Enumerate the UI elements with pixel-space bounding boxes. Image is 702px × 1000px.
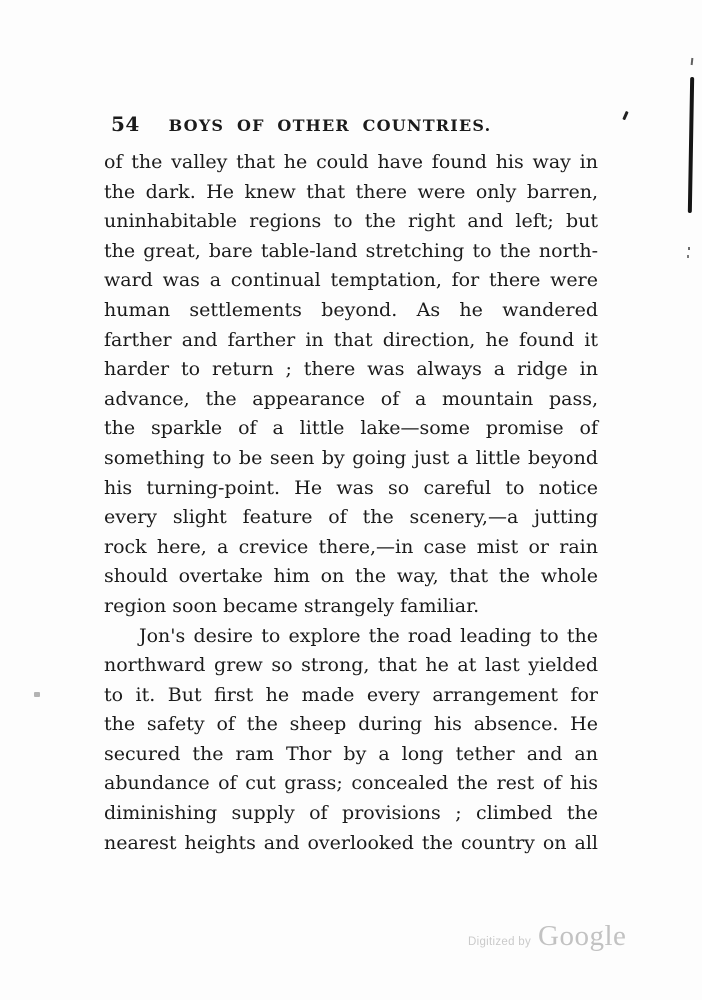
text-line: his turning-point. He was so careful to notice: [104, 476, 598, 499]
scan-artifact-dot: [687, 255, 689, 258]
text-line: secured the ram Thor by a long tether and an: [104, 742, 598, 765]
text-line: of the valley that he could have found his way in: [104, 151, 598, 173]
paragraph: [104, 148, 598, 622]
scan-artifact-tick: [691, 58, 694, 65]
text-line: abundance of cut grass; concealed the rest of his: [104, 772, 598, 795]
paragraph: [104, 622, 598, 859]
text-line: ward was a continual temptation, for there were: [104, 269, 598, 292]
text-line: human settlements beyond. As he wandered: [104, 298, 598, 321]
text-line: rock here, a crevice there,—in case mist or rain: [104, 535, 598, 558]
text-line: uninhabitable regions to the right and left; but: [104, 210, 598, 233]
text-line: Jon's desire to explore the road leading to the: [139, 624, 598, 647]
text-line: the great, bare table-land stretching to the north-: [104, 239, 598, 262]
digitization-watermark: [468, 920, 626, 953]
text-line: the safety of the sheep during his absence. He: [104, 713, 598, 736]
google-logo: Google: [538, 920, 627, 952]
scan-artifact-line: [688, 77, 694, 213]
page-number: 54: [111, 112, 140, 136]
text-line: advance, the appearance of a mountain pass,: [104, 387, 598, 410]
ink-speck-header: [622, 111, 628, 120]
text-line: harder to return ; there was always a ridge in: [104, 358, 598, 381]
running-header-title: BOYS OF OTHER COUNTRIES.: [168, 116, 492, 135]
text-line: farther and farther in that direction, he found it: [104, 328, 598, 351]
text-line: the sparkle of a little lake—some promise of: [104, 417, 598, 440]
scan-artifact-speck: [34, 692, 40, 697]
page-body: [104, 148, 598, 858]
text-line: northward grew so strong, that he at last yielded: [104, 654, 598, 677]
text-line: region soon became strangely familiar.: [104, 594, 480, 617]
text-line: the dark. He knew that there were only barren,: [104, 180, 598, 203]
text-line: diminishing supply of provisions ; climbed the: [104, 802, 598, 825]
scan-artifact-dot: [688, 247, 690, 250]
text-line: should overtake him on the way, that the whole: [104, 565, 598, 588]
watermark-prefix: Digitized by: [468, 936, 532, 948]
text-line: something to be seen by going just a little beyond: [104, 446, 598, 469]
text-line: nearest heights and overlooked the country on all: [104, 831, 598, 854]
text-line: to it. But first he made every arrangement for: [104, 683, 598, 706]
text-line: every slight feature of the scenery,—a jutting: [104, 506, 598, 529]
